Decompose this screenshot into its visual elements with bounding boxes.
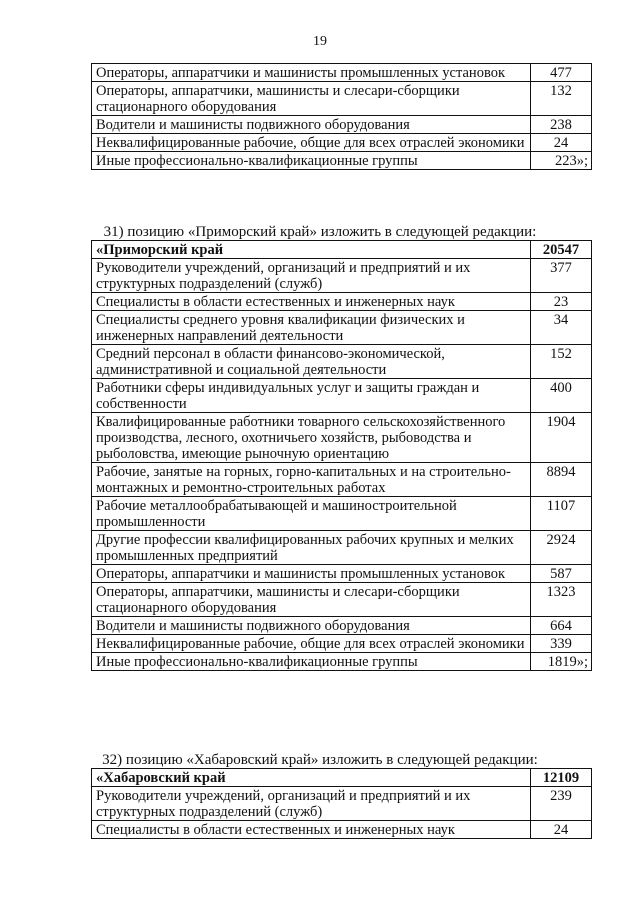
table-row [92,497,592,531]
table-primorsky [91,240,592,671]
table-row [92,116,592,134]
category-cell: Водители и машинисты подвижного оборудования [92,617,531,635]
table-row [92,259,592,293]
table-row [92,463,592,497]
count-cell: 23 [531,293,592,311]
table-row [92,64,592,82]
table-row [92,82,592,116]
table-row [92,565,592,583]
table-row [92,583,592,617]
count-cell: 2924 [531,531,592,565]
page-number: 19 [313,34,327,49]
table-row [92,152,592,170]
table-row [92,311,592,345]
count-cell: 239 [531,787,592,821]
count-cell: 223»; [531,152,592,170]
paragraph-32: 32) позицию «Хабаровский край» изложить в следующей редакции: [102,752,538,768]
count-cell: 1904 [531,413,592,463]
count-cell: 587 [531,565,592,583]
table-row [92,635,592,653]
count-cell: 1107 [531,497,592,531]
category-cell: Операторы, аппаратчики и машинисты промышленных установок [92,64,531,82]
table-row [92,379,592,413]
category-cell: «Приморский край [92,241,531,259]
count-cell: 12109 [531,769,592,787]
category-cell: Квалифицированные работники товарного сельскохозяйственного производства, лесного, охотничьего хозяйств, рыбоводства и рыболовства, имеющие рыночную ориентацию [92,413,531,463]
table-header-row [92,769,592,787]
category-cell: Операторы, аппаратчики и машинисты промышленных установок [92,565,531,583]
category-cell: Руководители учреждений, организаций и предприятий и их структурных подразделений (служб) [92,259,531,293]
table-row [92,345,592,379]
table-row [92,293,592,311]
category-cell: Специалисты в области естественных и инженерных наук [92,821,531,839]
table-row [92,413,592,463]
count-cell: 34 [531,311,592,345]
count-cell: 152 [531,345,592,379]
category-cell: Иные профессионально-квалификационные группы [92,653,531,671]
count-cell: 1323 [531,583,592,617]
count-cell: 238 [531,116,592,134]
count-cell: 8894 [531,463,592,497]
category-cell: Рабочие металлообрабатывающей и машиностроительной промышленности [92,497,531,531]
table-continuation [91,63,592,170]
count-cell: 20547 [531,241,592,259]
count-cell: 339 [531,635,592,653]
category-cell: Неквалифицированные рабочие, общие для всех отраслей экономики [92,635,531,653]
count-cell: 1819»; [531,653,592,671]
category-cell: Руководители учреждений, организаций и предприятий и их структурных подразделений (служб) [92,787,531,821]
table-row [92,617,592,635]
category-cell: Неквалифицированные рабочие, общие для всех отраслей экономики [92,134,531,152]
category-cell: Иные профессионально-квалификационные группы [92,152,531,170]
table-khabarovsk [91,768,592,839]
category-cell: Операторы, аппаратчики, машинисты и слесари-сборщики стационарного оборудования [92,82,531,116]
category-cell: Средний персонал в области финансово-экономической, административной и социальной деятельности [92,345,531,379]
category-cell: Водители и машинисты подвижного оборудования [92,116,531,134]
table-row [92,653,592,671]
table-header-row [92,241,592,259]
count-cell: 377 [531,259,592,293]
table-row [92,821,592,839]
category-cell: Работники сферы индивидуальных услуг и защиты граждан и собственности [92,379,531,413]
table-row [92,134,592,152]
category-cell: Специалисты среднего уровня квалификации физических и инженерных направлений деятельности [92,311,531,345]
category-cell: «Хабаровский край [92,769,531,787]
count-cell: 24 [531,821,592,839]
count-cell: 24 [531,134,592,152]
count-cell: 664 [531,617,592,635]
count-cell: 477 [531,64,592,82]
table-row [92,787,592,821]
category-cell: Специалисты в области естественных и инженерных наук [92,293,531,311]
count-cell: 400 [531,379,592,413]
category-cell: Операторы, аппаратчики, машинисты и слесари-сборщики стационарного оборудования [92,583,531,617]
count-cell: 132 [531,82,592,116]
category-cell: Рабочие, занятые на горных, горно-капитальных и на строительно-монтажных и ремонтно-строительных работах [92,463,531,497]
paragraph-31: 31) позицию «Приморский край» изложить в следующей редакции: [103,224,537,240]
category-cell: Другие профессии квалифицированных рабочих крупных и мелких промышленных предприятий [92,531,531,565]
table-row [92,531,592,565]
